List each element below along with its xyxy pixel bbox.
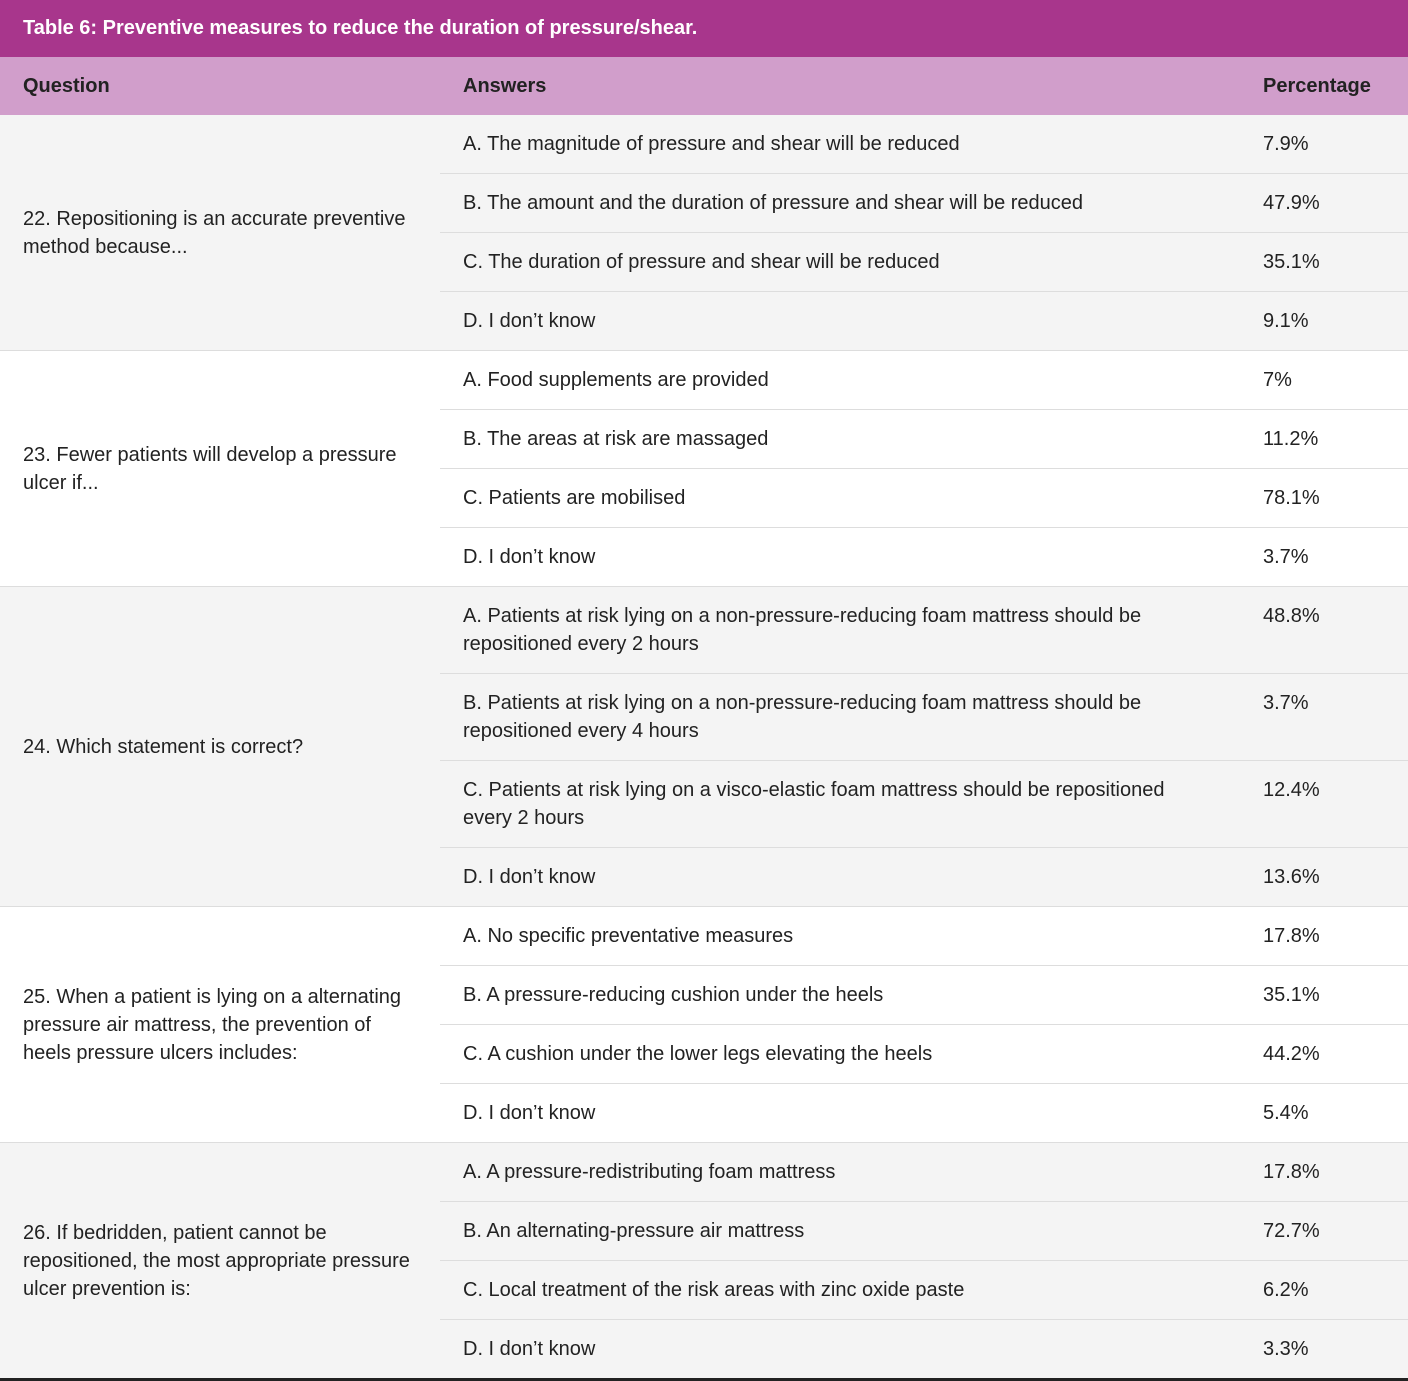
percentage-cell: 17.8% (1240, 1143, 1408, 1202)
percentage-cell: 72.7% (1240, 1202, 1408, 1261)
answer-cell: D. I don’t know (440, 528, 1240, 587)
percentage-cell: 47.9% (1240, 174, 1408, 233)
answer-cell: D. I don’t know (440, 848, 1240, 907)
answer-cell: C. Local treatment of the risk areas with zinc oxide paste (440, 1261, 1240, 1320)
percentage-cell: 3.7% (1240, 528, 1408, 587)
answer-cell: A. The magnitude of pressure and shear will be reduced (440, 115, 1240, 174)
answer-cell: C. The duration of pressure and shear will be reduced (440, 233, 1240, 292)
question-group-25 (0, 907, 1408, 1143)
answer-cell: B. An alternating-pressure air mattress (440, 1202, 1240, 1261)
header-question: Question (0, 57, 440, 115)
percentage-cell: 13.6% (1240, 848, 1408, 907)
question-group-26 (0, 1143, 1408, 1380)
percentage-cell: 6.2% (1240, 1261, 1408, 1320)
answer-cell: C. A cushion under the lower legs elevating the heels (440, 1025, 1240, 1084)
answer-cell: B. The areas at risk are massaged (440, 410, 1240, 469)
percentage-cell: 35.1% (1240, 233, 1408, 292)
answer-cell: B. Patients at risk lying on a non-pressure-reducing foam mattress should be repositioned every 4 hours (440, 674, 1240, 761)
question-group-23 (0, 351, 1408, 587)
answer-cell: C. Patients are mobilised (440, 469, 1240, 528)
percentage-cell: 5.4% (1240, 1084, 1408, 1143)
question-group-22 (0, 115, 1408, 351)
percentage-cell: 35.1% (1240, 966, 1408, 1025)
question-cell: 24. Which statement is correct? (0, 587, 440, 907)
percentage-cell: 11.2% (1240, 410, 1408, 469)
question-cell: 26. If bedridden, patient cannot be repositioned, the most appropriate pressure ulcer prevention is: (0, 1143, 440, 1380)
header-percentage: Percentage (1240, 57, 1408, 115)
percentage-cell: 3.3% (1240, 1320, 1408, 1380)
answer-cell: A. Patients at risk lying on a non-pressure-reducing foam mattress should be repositioned every 2 hours (440, 587, 1240, 674)
question-cell: 25. When a patient is lying on a alternating pressure air mattress, the prevention of heels pressure ulcers includes: (0, 907, 440, 1143)
answer-cell: D. I don’t know (440, 1084, 1240, 1143)
percentage-cell: 3.7% (1240, 674, 1408, 761)
table-caption: Table 6: Preventive measures to reduce the duration of pressure/shear. (0, 0, 1408, 57)
percentage-cell: 17.8% (1240, 907, 1408, 966)
answer-cell: A. No specific preventative measures (440, 907, 1240, 966)
percentage-cell: 7% (1240, 351, 1408, 410)
answer-cell: B. The amount and the duration of pressure and shear will be reduced (440, 174, 1240, 233)
answer-cell: B. A pressure-reducing cushion under the heels (440, 966, 1240, 1025)
question-group-24 (0, 587, 1408, 907)
table-row (0, 1143, 1408, 1202)
percentage-cell: 44.2% (1240, 1025, 1408, 1084)
answer-cell: D. I don’t know (440, 1320, 1240, 1380)
header-answers: Answers (440, 57, 1240, 115)
answer-cell: C. Patients at risk lying on a visco-elastic foam mattress should be repositioned every 2 hours (440, 761, 1240, 848)
results-table (0, 57, 1408, 1381)
percentage-cell: 78.1% (1240, 469, 1408, 528)
answer-cell: D. I don’t know (440, 292, 1240, 351)
answer-cell: A. A pressure-redistributing foam mattress (440, 1143, 1240, 1202)
header-row (0, 57, 1408, 115)
table-row (0, 587, 1408, 674)
question-cell: 22. Repositioning is an accurate preventive method because... (0, 115, 440, 351)
percentage-cell: 48.8% (1240, 587, 1408, 674)
table-row (0, 351, 1408, 410)
answer-cell: A. Food supplements are provided (440, 351, 1240, 410)
percentage-cell: 9.1% (1240, 292, 1408, 351)
percentage-cell: 7.9% (1240, 115, 1408, 174)
question-cell: 23. Fewer patients will develop a pressure ulcer if... (0, 351, 440, 587)
table-row (0, 907, 1408, 966)
table-row (0, 115, 1408, 174)
percentage-cell: 12.4% (1240, 761, 1408, 848)
